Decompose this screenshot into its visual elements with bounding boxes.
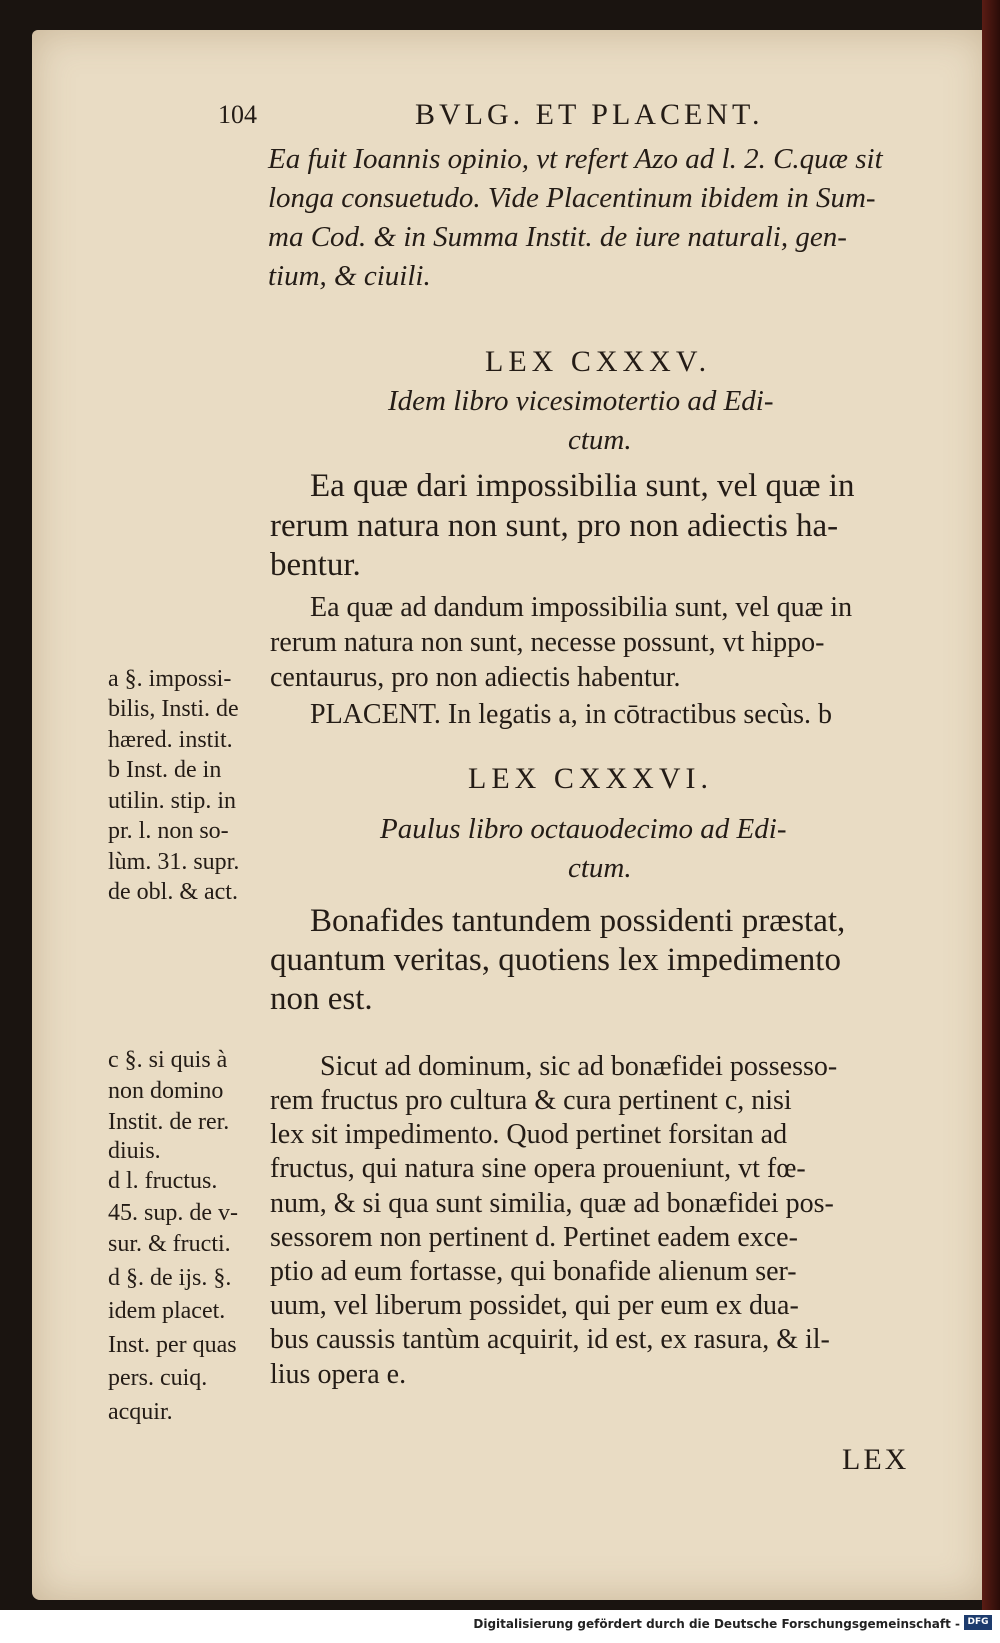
margin-note: bilis, Insti. de (108, 696, 239, 722)
book-spine (982, 0, 1000, 1610)
lex-136-gloss: lius opera e. (270, 1359, 407, 1390)
margin-note: pers. cuiq. (108, 1365, 208, 1391)
funding-credit: Digitalisierung gefördert durch die Deutsche Forschungsgemeinschaft - (473, 1617, 960, 1631)
margin-note: 45. sup. de v- (108, 1200, 238, 1226)
lex-136-gloss: rem fructus pro cultura & cura pertinent c, nisi (270, 1085, 792, 1116)
margin-note: non domino (108, 1078, 224, 1104)
lex-135-text: rerum natura non sunt, pro non adiectis ha- (270, 508, 839, 544)
lex-136-gloss: sessorem non pertinent d. Pertinet eadem exce- (270, 1222, 798, 1253)
page-number: 104 (218, 100, 257, 129)
margin-note: utilin. stip. in (108, 788, 237, 814)
margin-note: hæred. instit. (108, 727, 233, 753)
lex-136-gloss: bus caussis tantùm acquirit, id est, ex rasura, & il- (270, 1324, 830, 1355)
lex-136-source: Paulus libro octauodecimo ad Edi- (380, 813, 787, 845)
lex-136-gloss: num, & si qua sunt similia, quæ ad bonæfidei pos- (270, 1188, 834, 1219)
intro-line: tium, & ciuili. (268, 260, 431, 292)
lex-136-gloss: uum, vel liberum possidet, qui per eum ex dua- (270, 1290, 799, 1321)
lex-136-gloss: lex sit impedimento. Quod pertinet forsitan ad (270, 1119, 788, 1150)
lex-136-text: non est. (270, 981, 373, 1017)
lex-135-gloss: rerum natura non sunt, necesse possunt, vt hippo- (270, 627, 825, 658)
margin-note: d §. de ijs. §. (108, 1265, 232, 1291)
margin-note: sur. & fructi. (108, 1231, 231, 1257)
margin-note: idem placet. (108, 1298, 226, 1324)
lex-135-text: bentur. (270, 547, 361, 583)
margin-note: d l. fructus. (108, 1168, 218, 1194)
lex-136-gloss: ptio ad eum fortasse, qui bonafide alienum ser- (270, 1256, 797, 1287)
lex-135-source: Idem libro vicesimotertio ad Edi- (388, 385, 774, 417)
intro-line: ma Cod. & in Summa Instit. de iure naturali, gen- (268, 221, 847, 253)
running-title: BVLG. ET PLACENT. (415, 98, 764, 131)
margin-note: acquir. (108, 1399, 173, 1425)
lex-136-gloss: Sicut ad dominum, sic ad bonæfidei possesso- (320, 1051, 838, 1082)
lex-136-text: quantum veritas, quotiens lex impedimento (270, 942, 841, 978)
margin-note: c §. si quis à (108, 1047, 228, 1073)
margin-note: pr. l. non so- (108, 818, 229, 844)
dfg-logo: DFG (964, 1615, 992, 1630)
margin-note: lùm. 31. supr. (108, 849, 240, 875)
lex-136-source: ctum. (568, 852, 632, 884)
lex-135-heading: LEX CXXXV. (485, 345, 712, 378)
margin-note: diuis. (108, 1138, 161, 1164)
margin-note: Inst. per quas (108, 1332, 237, 1358)
lex-135-gloss: Ea quæ ad dandum impossibilia sunt, vel quæ in (310, 592, 853, 623)
lex-136-text: Bonafides tantundem possidenti præstat, (310, 903, 846, 939)
lex-136-heading: LEX CXXXVI. (468, 762, 713, 795)
lex-135-text: Ea quæ dari impossibilia sunt, vel quæ in (310, 468, 855, 504)
margin-note: Instit. de rer. (108, 1109, 230, 1135)
intro-line: longa consuetudo. Vide Placentinum ibidem in Sum- (268, 182, 876, 214)
margin-note: b Inst. de in (108, 757, 222, 783)
catchword: LEX (842, 1443, 910, 1476)
margin-note: a §. impossi- (108, 666, 232, 692)
lex-135-gloss: centaurus, pro non adiectis habentur. (270, 662, 681, 693)
lex-136-gloss: fructus, qui natura sine opera proueniunt, vt fœ- (270, 1153, 806, 1184)
intro-line: Ea fuit Ioannis opinio, vt refert Azo ad l. 2. C.quæ sit (268, 143, 883, 175)
margin-note: de obl. & act. (108, 879, 238, 905)
placent-note: PLACENT. In legatis a, in cōtractibus secùs. b (310, 699, 833, 730)
lex-135-source: ctum. (568, 424, 632, 456)
